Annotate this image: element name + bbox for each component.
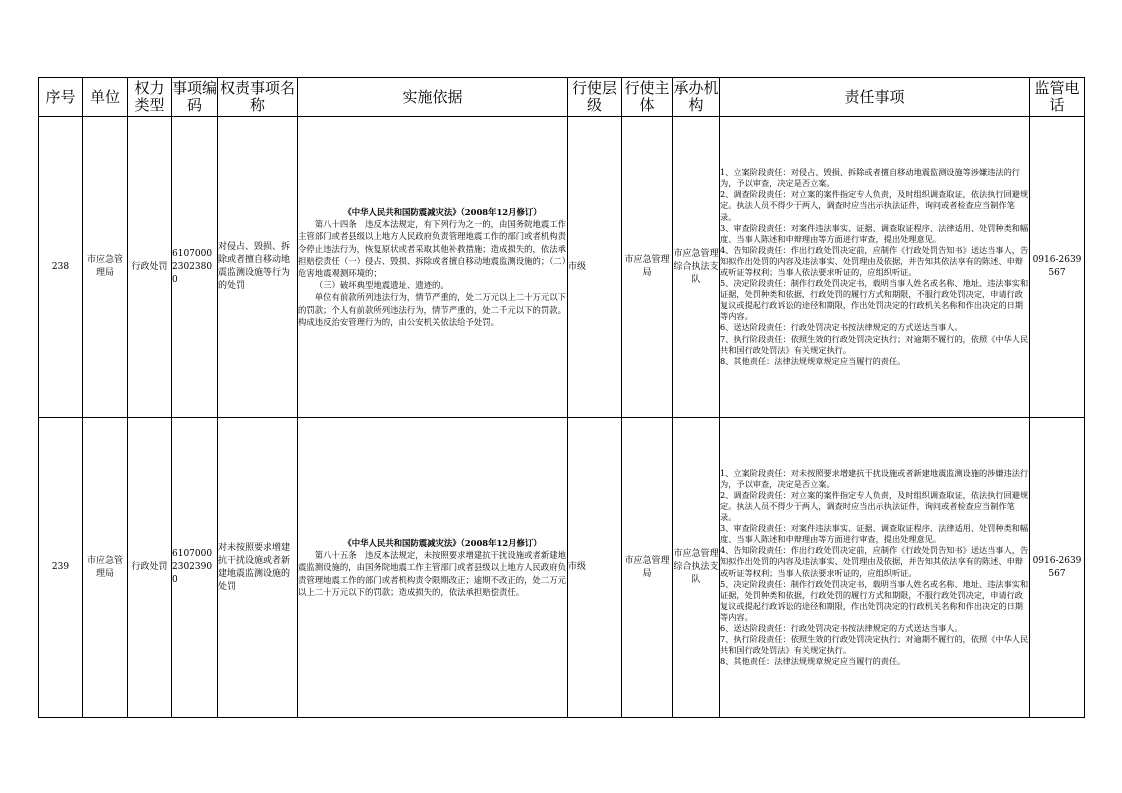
responsibility-item: 3、审查阶段责任：对案件违法事实、证据、调查取证程序、法律适用、处罚种类和幅度、当事人陈述和申辩理由等方面进行审查，提出处理意见。 (720, 222, 1029, 244)
basis-paragraph: 单位有前款所列违法行为，情节严重的，处二万元以上二十万元以下的罚款；个人有前款所列违法行为，情节严重的，处二千元以下的罚款。构成违反治安管理行为的，由公安机关依法给予处罚。 (298, 292, 567, 327)
basis-cell (298, 418, 568, 718)
authority-table (38, 77, 1085, 718)
responsibility-item: 1、立案阶段责任：对侵占、毁损、拆除或者擅自移动地震监测设施等涉嫌违法的行为，予以审查，决定是否立案。 (720, 167, 1020, 189)
responsibility-item: 7、执行阶段责任：依照生效的行政处罚决定执行；对逾期不履行的，依照《中华人民共和国行政处罚法》有关规定执行。 (720, 333, 1029, 355)
basis-paragraph: 第八十五条 违反本法规定，未按照要求增建抗干扰设施或者新建地震监测设施的，由国务院地震工作主管部门或者县级以上地方人民政府负责管理地震工作的部门或者机构责令限期改正；逾期不改正的，处二万元以上二十万元以下的罚款；造成损失的，依法承担赔偿责任。 (298, 550, 567, 597)
header-phone: 监管电话 (1030, 78, 1085, 117)
header-basis: 实施依据 (298, 78, 568, 117)
subject-cell: 市应急管理局 (622, 418, 673, 718)
header-responsibilities: 责任事项 (720, 78, 1030, 117)
responsibility-item: 2、调查阶段责任：对立案的案件指定专人负责，及时组织调查取证，依法执行回避规定。执法人员不得少于两人，调查时应当出示执法证件，询问或者检查应当制作笔录。 (720, 189, 1029, 222)
code-cell: 610700023023800 (172, 117, 218, 418)
header-code: 事项编码 (172, 78, 218, 117)
responsibility-item: 8、其他责任：法律法规规章规定应当履行的责任。 (720, 656, 906, 667)
agency-cell: 市应急管理综合执法支队 (673, 418, 720, 718)
phone-cell: 0916-2639567 (1030, 117, 1085, 418)
power-type-cell: 行政处罚 (128, 418, 172, 718)
law-title: 《中华人民共和国防震减灾法》（2008年12月修订） (343, 206, 542, 217)
responsibility-item: 1、立案阶段责任：对未按照要求增建抗干扰设施或者新建地震监测设施的涉嫌违法行为，予以审查，决定是否立案。 (720, 467, 1029, 489)
header-seq: 序号 (39, 78, 83, 117)
basis-cell (298, 117, 568, 418)
table-row (39, 418, 1085, 718)
responsibilities-cell (720, 418, 1030, 718)
header-unit: 单位 (83, 78, 128, 117)
responsibility-item: 4、告知阶段责任：作出行政处罚决定前，应制作《行政处罚告知书》送达当事人，告知拟作出处罚的内容及违法事实、处罚理由及依据，并告知其依法享有的陈述、申辩或听证等权利；当事人依法要求听证的，应组织听证。 (720, 244, 1029, 277)
name-cell: 对未按照要求增建抗干扰设施或者新建地震监测设施的处罚 (218, 418, 298, 718)
seq-cell: 239 (39, 418, 83, 718)
responsibility-item: 6、送达阶段责任：行政处罚决定书按法律规定的方式送达当事人。 (720, 322, 963, 333)
code-cell: 610700023023900 (172, 418, 218, 718)
header-name: 权责事项名称 (218, 78, 298, 117)
level-cell: 市级 (568, 117, 622, 418)
unit-cell: 市应急管理局 (83, 117, 128, 418)
responsibility-item: 4、告知阶段责任：作出行政处罚决定前，应制作《行政处罚告知书》送达当事人，告知拟作出处罚的内容及违法事实、处罚理由及依据，并告知其依法享有的陈述、申辩或听证等权利；当事人依法要求听证的，应组织听证。 (720, 545, 1029, 578)
seq-cell: 238 (39, 117, 83, 418)
responsibility-item: 3、审查阶段责任：对案件违法事实、证据、调查取证程序、法律适用、处罚种类和幅度、当事人陈述和申辩理由等方面进行审查，提出处理意见。 (720, 523, 1029, 545)
responsibilities-cell (720, 117, 1030, 418)
header-agency: 承办机构 (673, 78, 720, 117)
unit-cell: 市应急管理局 (83, 418, 128, 718)
header-power-type: 权力类型 (128, 78, 172, 117)
responsibility-item: 5、决定阶段责任：制作行政处罚决定书，载明当事人姓名或名称、地址、违法事实和证据，处罚种类和依据，行政处罚的履行方式和期限，不服行政处罚决定，申请行政复议或提起行政诉讼的途径和期限，作出处罚决定的行政机关名称和作出决定的日期等内容。 (720, 278, 1029, 322)
level-cell: 市级 (568, 418, 622, 718)
agency-cell: 市应急管理综合执法支队 (673, 117, 720, 418)
responsibility-item: 2、调查阶段责任：对立案的案件指定专人负责，及时组织调查取证，依法执行回避规定。执法人员不得少于两人，调查时应当出示执法证件，询问或者检查应当制作笔录。 (720, 489, 1029, 523)
table-row (39, 117, 1085, 418)
header-subject: 行使主体 (622, 78, 673, 117)
power-type-cell: 行政处罚 (128, 117, 172, 418)
responsibility-item: 8、其他责任：法律法规规章规定应当履行的责任。 (720, 355, 906, 366)
law-title: 《中华人民共和国防震减灾法》（2008年12月修订） (343, 537, 542, 548)
phone-cell: 0916-2639567 (1030, 418, 1085, 718)
responsibility-item: 6、送达阶段责任：行政处罚决定书按法律规定的方式送达当事人。 (720, 622, 963, 633)
subject-cell: 市应急管理局 (622, 117, 673, 418)
responsibility-item: 5、决定阶段责任：制作行政处罚决定书，载明当事人姓名或名称、地址、违法事实和证据，处罚种类和依据，行政处罚的履行方式和期限，不服行政处罚决定，申请行政复议或提起行政诉讼的途径和期限，作出处罚决定的行政机关名称和作出决定的日期等内容。 (720, 578, 1029, 622)
basis-paragraph: （三）破坏典型地震遗址、遗迹的。 (314, 280, 449, 291)
name-cell: 对侵占、毁损、拆除或者擅自移动地震监测设施等行为的处罚 (218, 117, 298, 418)
header-row (39, 78, 1085, 117)
header-level: 行使层级 (568, 78, 622, 117)
responsibility-item: 7、执行阶段责任：依照生效的行政处罚决定执行；对逾期不履行的，依照《中华人民共和国行政处罚法》有关规定执行。 (720, 634, 1029, 656)
basis-paragraph: 第八十四条 违反本法规定，有下列行为之一的，由国务院地震工作主管部门或者县级以上地方人民政府负责管理地震工作的部门或者机构责令停止违法行为，恢复原状或者采取其他补救措施；造成损失的，依法承担赔偿责任（一）侵占、毁损、拆除或者擅自移动地震监测设施的；（二）危害地震观测环境的； (298, 219, 567, 278)
